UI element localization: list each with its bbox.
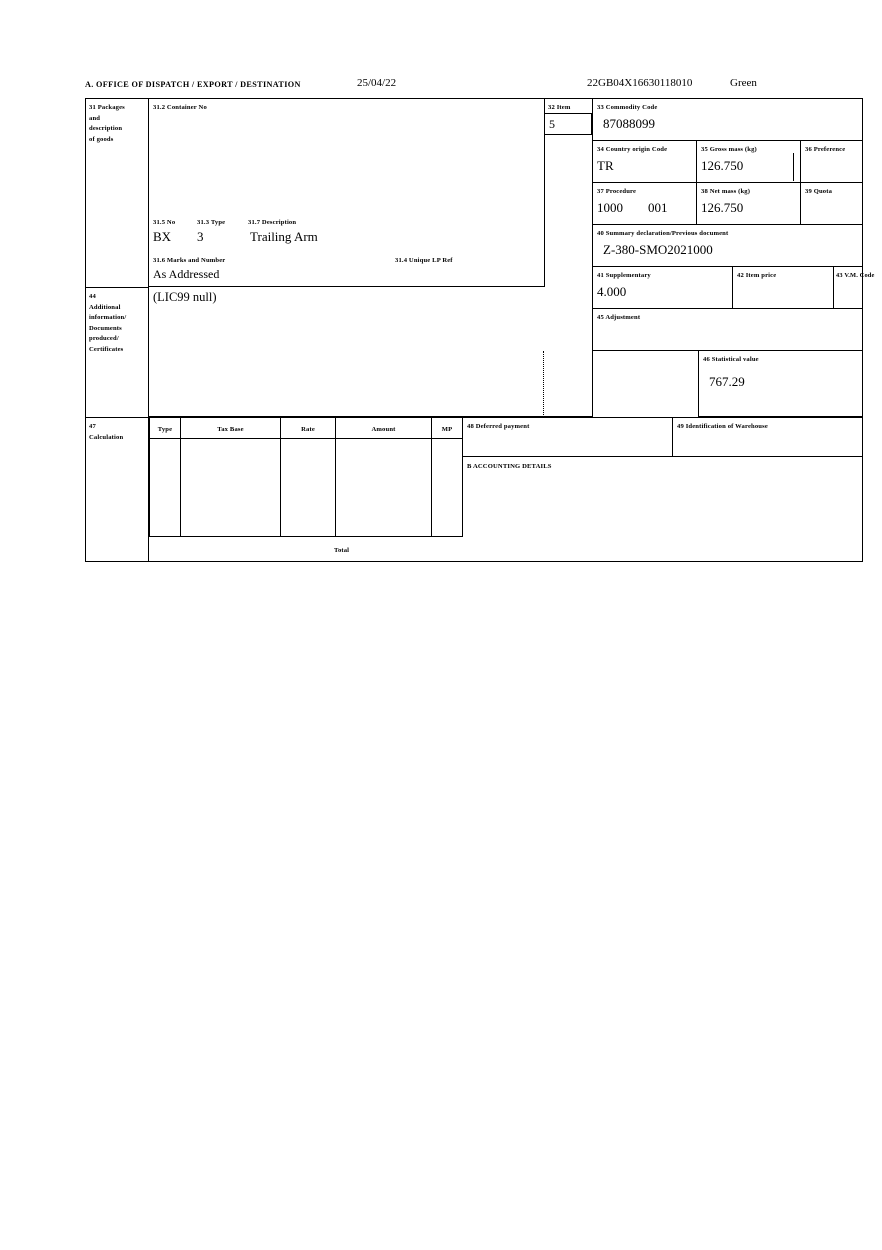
box-31-5-no-label: 31.5 No [153,219,176,226]
box-37-value-2: 001 [648,200,668,215]
box-38-label: 38 Net mass (kg) [701,188,751,195]
box-43-label: 43 V.M. Code [836,272,875,279]
table-row-rate [281,439,336,537]
table-row-mp [432,439,463,537]
box-31-label-line-3: of goods [89,135,114,143]
box-36-preference [801,141,863,183]
box-37-procedure [593,183,697,225]
box-31-label-line-2: description [89,125,123,132]
box-47-header-type: Type [157,426,173,433]
box-39-quota [801,183,863,225]
box-38-value: 126.750 [701,200,744,215]
box-38-net-mass [697,183,801,225]
box-46-value: 767.29 [709,374,745,389]
box-44-value: (LIC99 null) [153,290,217,304]
box-31-label-line-0: 31 Packages [89,104,125,111]
box-47-col-header-mp [432,417,463,439]
table-row-amount [336,439,432,537]
box-b-label: B ACCOUNTING DETAILS [467,463,552,470]
box-43-vm-code [834,267,875,309]
customs-declaration-frame [85,98,875,562]
box-32-item-frame [544,113,592,135]
box-33-value: 87088099 [603,116,655,131]
declaration-date: 25/04/22 [357,77,397,89]
box-47-header-rate: Rate [301,426,315,433]
box-48-label: 48 Deferred payment [467,423,530,430]
box-47-total-label: Total [334,547,350,554]
table-row-type [149,439,181,537]
box-32-item-value: 5 [549,117,555,131]
box-31-2-container-no-label: 31.2 Container No [153,104,207,111]
box-31-6-marks-label: 31.6 Marks and Number [153,257,226,264]
office-of-dispatch-label: A. OFFICE OF DISPATCH / EXPORT / DESTINATION [85,80,301,89]
box-44-label-line-2: information/ [89,314,127,321]
box-36-label: 36 Preference [805,146,846,153]
box-47-col-header-amount [336,417,432,439]
box-31-7-description-label: 31.7 Description [248,219,297,226]
box-48-deferred-payment [463,417,673,457]
box-46-statistical-value [698,351,863,417]
box-47-total-row [149,537,463,562]
box-37-label: 37 Procedure [597,188,637,195]
box-34-label: 34 Country origin Code [597,146,668,153]
box-31-6-marks-value: As Addressed [153,267,220,281]
box-41-value: 4.000 [597,284,627,299]
box-31-3-type-value: 3 [197,229,204,244]
box-47-header-mp: MP [441,426,453,433]
box-35-value: 126.750 [701,158,744,173]
box-31-label-cell [86,99,149,287]
box-47-col-header-rate [281,417,336,439]
box-46-label: 46 Statistical value [703,356,759,363]
box-44-content [149,287,593,417]
box-33-commodity-code [593,99,863,141]
table-row-tax-base [181,439,281,537]
box-47-header-tax-base: Tax Base [217,426,244,433]
lane-status: Green [730,77,757,89]
box-47-label-line-1: Calculation [89,433,124,441]
box-42-label: 42 Item price [737,272,777,279]
box-42-item-price [733,267,834,309]
box-45-label: 45 Adjustment [597,314,641,321]
mrn-value: 22GB04X16630118010 [587,77,693,89]
box-47-label-line-0: 47 [89,423,96,430]
document-header [85,77,863,96]
box-31-7-description-value: Trailing Arm [250,229,318,244]
box-44-label-line-0: 44 [89,293,96,300]
box-35-label: 35 Gross mass (kg) [701,146,757,153]
box-44-label-line-4: produced/ [89,335,119,342]
box-47-col-header-type [149,417,181,439]
box-34-country-origin-code [593,141,697,183]
box-35-gross-mass [697,141,801,183]
box-40-label: 40 Summary declaration/Previous document [597,230,729,237]
box-33-label: 33 Commodity Code [597,104,658,111]
box-41-label: 41 Supplementary [597,272,651,279]
box-44-label-line-3: Documents [89,324,122,332]
box-47-label-cell [86,417,149,562]
box-49-identification-of-warehouse [673,417,863,457]
box-44-label-cell [86,287,149,417]
box-39-label: 39 Quota [805,188,833,195]
box-34-value: TR [597,158,614,173]
box-37-value: 1000 [597,200,623,215]
box-49-label: 49 Identification of Warehouse [677,423,768,430]
box-41-supplementary [593,267,733,309]
box-31-label-line-1: and [89,114,101,122]
box-40-previous-document [593,225,863,267]
box-31-4-unique-lp-ref-label: 31.4 Unique LP Ref [395,257,453,264]
box-40-value: Z-380-SMO2021000 [603,242,713,257]
box-32-item-label: 32 Item [548,104,571,111]
box-44-label-line-1: Additional [89,303,121,311]
box-31-3-type-label: 31.3 Type [197,219,226,226]
box-31-goods-description [149,99,545,287]
box-b-accounting-details [463,457,863,562]
box-35-divider [793,153,794,181]
box-44-label-line-5: Certificates [89,345,124,353]
box-45-dotted-separator [543,351,544,417]
box-47-header-amount: Amount [371,426,396,433]
box-32-item-cell [545,99,593,287]
box-45-adjustment [593,309,863,351]
box-31-5-no-value: BX [153,229,172,244]
box-47-col-header-tax-base [181,417,281,439]
